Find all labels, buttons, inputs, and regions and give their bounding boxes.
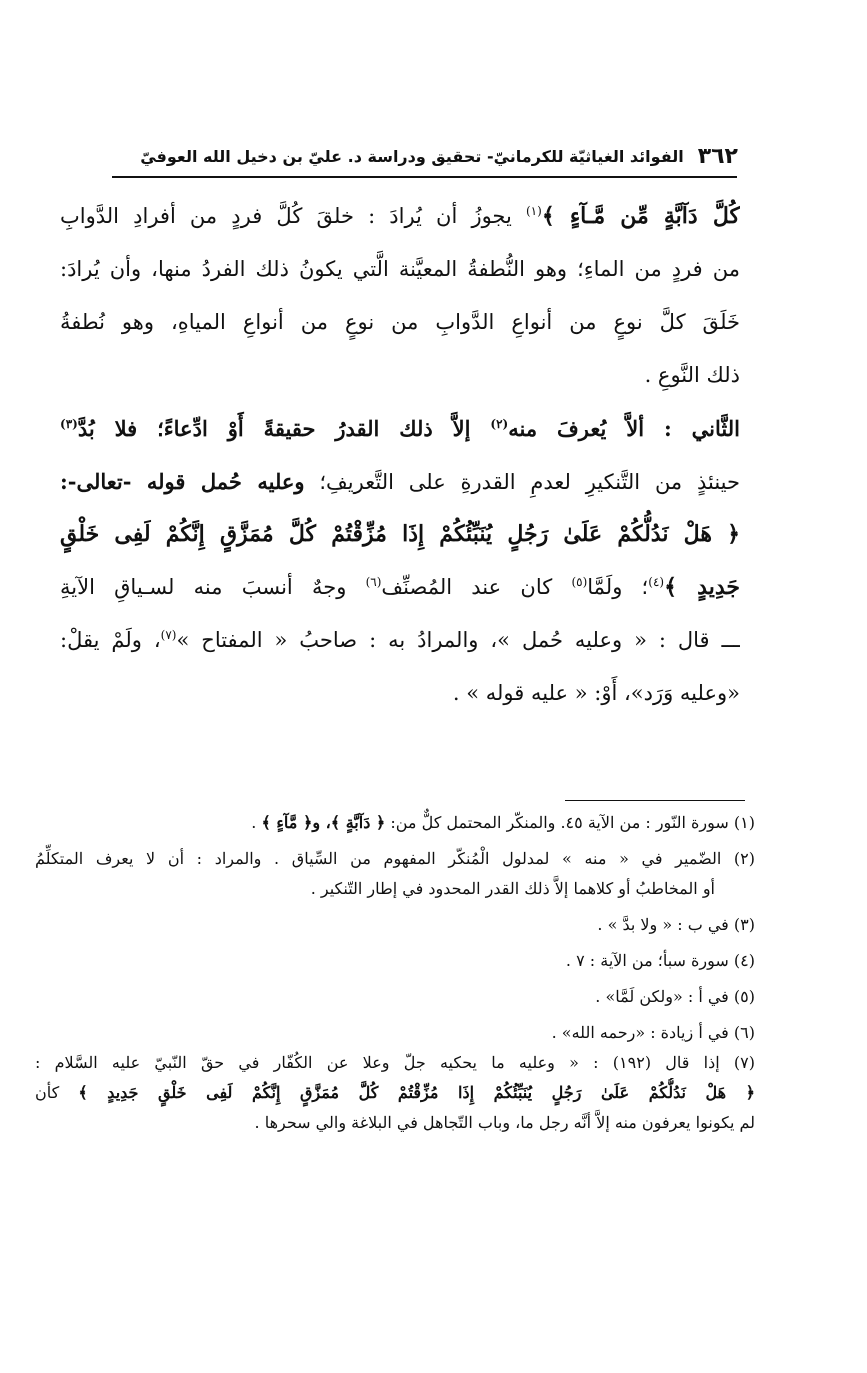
- text-run: ، ولَمْ يقلْ:: [60, 628, 161, 652]
- footnote-3: (٣) في ب : « ولا بدَّ » .: [597, 915, 755, 934]
- footnote-4: (٤) سورة سبأ؛ من الآية : ٧ .: [565, 951, 755, 970]
- text-line-3: خَلَقَ كلَّ نوعٍ من أنواعِ الدَّوابِ من نوعٍ من أنواعِ المياهِ، وهو نُطفةُ: [60, 310, 740, 334]
- footnote-ref: (٢): [490, 417, 509, 431]
- text-line-2: من فردٍ من الماءِ؛ وهو النُّطفةُ المعيَّنة الَّتي يكونُ ذلك الفردُ منها، وأن يُرادَ:: [60, 257, 740, 281]
- text-run: حينئذٍ من التَّنكيرِ لعدمِ القدرةِ على التَّعريفِ؛: [304, 470, 740, 494]
- quran-verse-line: ﴿ هَلْ نَدُلُّكُمْ عَلَىٰ رَجُلٍ يُنَبِّئُكُمْ إِذَا مُزِّقْتُمْ كُلَّ مُمَزَّقٍ إِنَّكُمْ لَفِى خَلْقٍ: [60, 521, 740, 547]
- footnote-ref: (٦): [365, 575, 382, 589]
- footnote-7-verse: [35, 1078, 755, 1108]
- footnote-ref: (١): [525, 204, 542, 218]
- text-run: كان عند المُصنِّف: [381, 575, 572, 599]
- text-run: وعليه حُمل قوله -تعالى-:: [60, 469, 305, 494]
- quran-quote: ﴿ هَلْ نَدُلُّكُمْ عَلَىٰ رَجُلٍ يُنَبِّئُكُمْ إِذَا مُزِّقْتُمْ كُلَّ مُمَزَّقٍ إِنَّكُمْ لَفِى خَلْقٍ جَدِيدٍ ﴾: [78, 1083, 755, 1102]
- text-run: (١) سورة النّور : من الآية ٤٥. والمنكّر المحتمل كلٌّ من:: [385, 813, 755, 832]
- text-line-8: [60, 561, 740, 614]
- footnote-5: (٥) في أ : «ولكن لَمَّا» .: [595, 987, 755, 1006]
- footnote-2-continuation: أو المخاطبُ أو كلاهما إلاَّ ذلك القدر المحدود في إطار التّنكير .: [310, 879, 715, 898]
- text-run: ؛ ولَمَّا: [587, 575, 649, 599]
- text-run: يجوزُ أن يُرادَ : خلقَ كُلَّ فردٍ من أفرادِ الدَّوابِ: [60, 204, 526, 228]
- footnote-1: [35, 808, 755, 838]
- quran-quote: ﴿ دَآبَّةٍ ﴾، و﴿ مَّآءٍ ﴾: [261, 813, 386, 832]
- text-line-9: [60, 614, 740, 667]
- text-run: .: [251, 813, 262, 832]
- main-text: [60, 190, 740, 720]
- footnotes: [35, 808, 755, 1138]
- text-run: ـــ قال : « وعليه حُمل »، والمرادُ به : صاحبُ « المفتاح »: [176, 628, 740, 652]
- footnote-6: (٦) في أ زيادة : «رحمه الله» .: [551, 1023, 755, 1042]
- footnote-ref: (٧): [160, 628, 177, 642]
- text-run: وجهٌ أنسبَ منه لسـياقِ الآيةِ: [60, 575, 366, 599]
- header-title: الفوائد الغياثيّة للكرمانيّ- تحقيق ودراسة د. عليّ بن دخيل الله العوفيّ: [140, 146, 684, 166]
- footnote-7: (٧) إذا قال (١٩٢) : « وعليه ما يحكيه جلّ وعلا عن الكُفّار في حقّ النّبيّ عليه السَّلام :: [35, 1053, 755, 1072]
- footnote-ref: (٥): [571, 575, 588, 589]
- text-line-5: [60, 402, 740, 455]
- footnote-7-continuation: لم يكونوا يعرفون منه إلاَّ أنَّه رجل ما، وباب التّجاهل في البلاغة والي سحرها .: [254, 1113, 755, 1132]
- text-line-10: «وعليه وَرَد»، أَوْ: « عليه قوله » .: [452, 681, 740, 705]
- footnote-ref: (٤): [648, 575, 665, 589]
- text-run: الثَّاني : ألاَّ يُعرفَ منه: [508, 416, 740, 441]
- running-header: [118, 136, 738, 176]
- quran-quote: كُلَّ دَآبَّةٍ مِّن مَّـآءٍ ﴾: [541, 203, 740, 229]
- text-line-6: [60, 455, 740, 508]
- footnote-separator: [565, 800, 745, 801]
- page-number: ٣٦٢: [697, 143, 738, 169]
- text-line-4: ذلك النَّوعِ .: [644, 363, 740, 387]
- header-rule: [112, 176, 737, 178]
- footnote-ref: (٣): [60, 417, 78, 431]
- text-run: كأن: [35, 1083, 79, 1102]
- footnote-2: (٢) الضّمير في « منه » لمدلول الْمُنكّر المفهوم من السِّياق . والمراد : أن لا يعرف المتكلِّمُ: [35, 849, 755, 868]
- text-run: إلاَّ ذلك القدرُ حقيقةً أَوْ ادِّعاءً؛ فلا بُدَّ: [77, 416, 491, 441]
- quran-quote: جَدِيدٍ ﴾: [664, 574, 740, 600]
- text-line-1: [60, 190, 740, 243]
